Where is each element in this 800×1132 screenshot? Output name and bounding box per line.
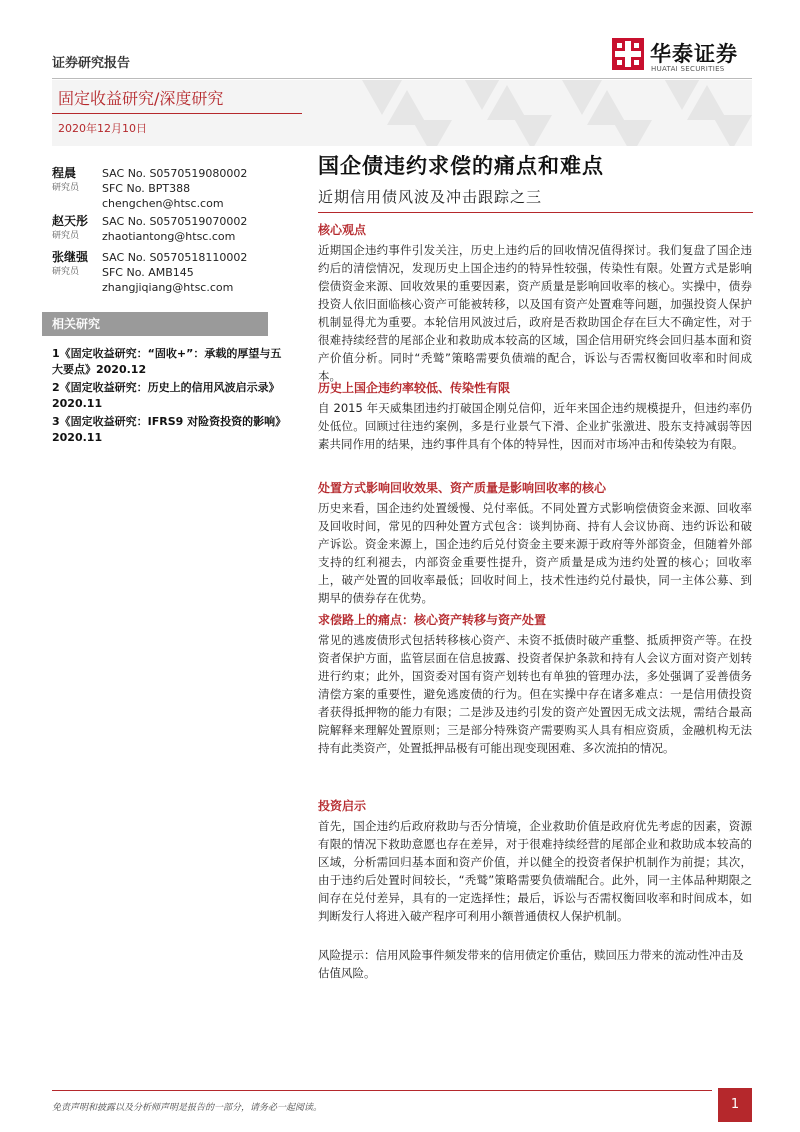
- section-heading: 投资启示: [318, 799, 367, 813]
- header-divider: [52, 78, 752, 79]
- footer-divider: [52, 1090, 712, 1091]
- related-research-link[interactable]: 3《固定收益研究：IFRS9 对险资投资的影响》2020.11: [52, 415, 281, 444]
- section-history: [318, 380, 752, 453]
- title-divider: [318, 212, 753, 213]
- report-subtitle: 近期信用债风波及冲击跟踪之三: [318, 188, 543, 206]
- section-heading: 核心观点: [318, 223, 367, 237]
- analyst-role: 研究员: [52, 267, 80, 277]
- analyst-role: 研究员: [52, 231, 80, 241]
- analyst-sac: SAC No. S0570519070002: [102, 215, 248, 228]
- huatai-logo-icon: [612, 38, 644, 70]
- section-heading: 求偿路上的痛点：核心资产转移与资产处置: [318, 613, 547, 627]
- brand-name-cn: 华泰证券: [650, 42, 738, 66]
- analyst-name: 赵天彤: [52, 214, 89, 228]
- report-date: 2020年12月10日: [58, 122, 147, 135]
- related-research-header: 相关研究: [42, 312, 268, 336]
- section-heading: 处置方式影响回收效果、资产质量是影响回收率的核心: [318, 481, 607, 495]
- section-body: 自 2015 年天威集团违约打破国企刚兑信仰，近年来国企违约规模提升，但违约率仍处低位。回顾过往违约案例，多是行业景气下滑、企业扩张激进、股东支持减弱等因素共同作用的结果，违约事件具有个体的特异性，因而对市场冲击和传染较为有限。: [318, 401, 752, 451]
- analyst-name: 程晨: [52, 166, 77, 180]
- section-disposal: [318, 480, 752, 607]
- page-number: 1: [718, 1088, 752, 1122]
- category-title: 固定收益研究/深度研究: [58, 89, 224, 108]
- report-title: 国企债违约求偿的痛点和难点: [318, 154, 604, 178]
- analyst-sfc: SFC No. AMB145: [102, 266, 194, 279]
- related-research-link[interactable]: 1《固定收益研究：“固收+”：承载的厚望与五大要点》2020.12: [52, 347, 282, 376]
- footer-disclaimer: 免责声明和披露以及分析师声明是报告的一部分，请务必一起阅读。: [52, 1103, 323, 1113]
- analyst-email[interactable]: chengchen@htsc.com: [102, 197, 224, 210]
- banner-accent-line: [52, 113, 302, 114]
- section-body: 历史来看，国企违约处置缓慢、兑付率低。不同处置方式影响偿债资金来源、回收率及回收时间，常见的四种处置方式包含：谈判协商、持有人会议协商、违约诉讼和破产诉讼。资金来源上，国企违约后兑付资金主要来源于政府等外部资金，但随着外部支持的红利褪去，内部资金重要性提升，资产质量是成为违约处置的核心；回收率上，破产处置的回收率最低；回收时间上，技术性违约兑付最快，同一主体公募、到期早的债券存在优势。: [318, 501, 752, 605]
- brand-name-en: HUATAI SECURITIES: [651, 65, 725, 73]
- section-body: 常见的逃废债形式包括转移核心资产、未资不抵债时破产重整、抵质押资产等。在投资者保护方面，监管层面在信息披露、投资者保护条款和持有人会议方面对资产划转进行约束；此外，国资委对国有资产划转也有单独的管理办法，多处强调了妥善债务清偿方案的重要性，避免逃废债的行为。但在实操中存在诸多难点：一是信用债投资者获得抵押物的能力有限；二是涉及违约引发的资产处置因无成文法规，需结合最高院解释来理解处置原则；三是部分特殊资产需要购买人具有相应资质，金融机构无法持有此类资产，处置抵押品极有可能出现变现困难、多次流拍的情况。: [318, 633, 752, 755]
- analyst-sac: SAC No. S0570519080002: [102, 167, 248, 180]
- analyst-name: 张继强: [52, 250, 89, 264]
- analyst-email[interactable]: zhaotiantong@htsc.com: [102, 230, 236, 243]
- section-body: 首先，国企违约后政府救助与否分情境，企业救助价值是政府优先考虑的因素，资源有限的情况下救助意愿也存在差异，对于很难持续经营的尾部企业和救助成本较高的区域，分析需回归基本面和资产价值，并以健全的投资者保护机制作为前提；其次，由于违约后处置时间较长，“秃鹫”策略需要负债端配合。此外，同一主体品种期限之间存在兑付差异，具有的一定选择性；最后，诉讼与否需权衡回收率和时间成本，如判断发行人将进入破产程序可利用小额普通债权人保护机制。: [318, 819, 752, 923]
- report-type: 证券研究报告: [52, 56, 131, 71]
- analyst-email[interactable]: zhangjiqiang@htsc.com: [102, 281, 234, 294]
- section-pain-points: [318, 612, 752, 757]
- section-heading: 历史上国企违约率较低、传染性有限: [318, 381, 511, 395]
- analyst-role: 研究员: [52, 183, 80, 193]
- banner-pattern: [352, 80, 752, 146]
- related-research-link[interactable]: 2《固定收益研究：历史上的信用风波启示录》2020.11: [52, 381, 280, 410]
- related-research-list: [52, 346, 284, 448]
- section-investment-insights: [318, 798, 752, 925]
- analyst-sac: SAC No. S0570518110002: [102, 251, 248, 264]
- risk-warning: 风险提示：信用风险事件频发带来的信用债定价重估，赎回压力带来的流动性冲击及估值风险。: [318, 948, 744, 980]
- huatai-logo: [612, 38, 762, 78]
- section-body: 近期国企违约事件引发关注，历史上违约后的回收情况值得探讨。我们复盘了国企违约后的清偿情况，发现历史上国企违约的特异性较强，传染性有限。处置方式是影响偿债资金来源、回收效果的重要因素，资产质量是影响回收率的核心。实操中，债券投资人依旧面临核心资产可能被转移，以及国有资产处置难等问题，加强投资人保护机制显得尤为重要。本轮信用风波过后，政府是否救助国企存在巨大不确定性，对于很难持续经营的尾部企业和救助成本较高的区域，国企信用研究终会回归基本面和资产价值分析。同时“秃鹫”策略需要负债端的配合，诉讼与否需权衡回收率和时间成本。: [318, 243, 752, 383]
- analyst-sfc: SFC No. BPT388: [102, 182, 191, 195]
- section-core-views: [318, 222, 752, 385]
